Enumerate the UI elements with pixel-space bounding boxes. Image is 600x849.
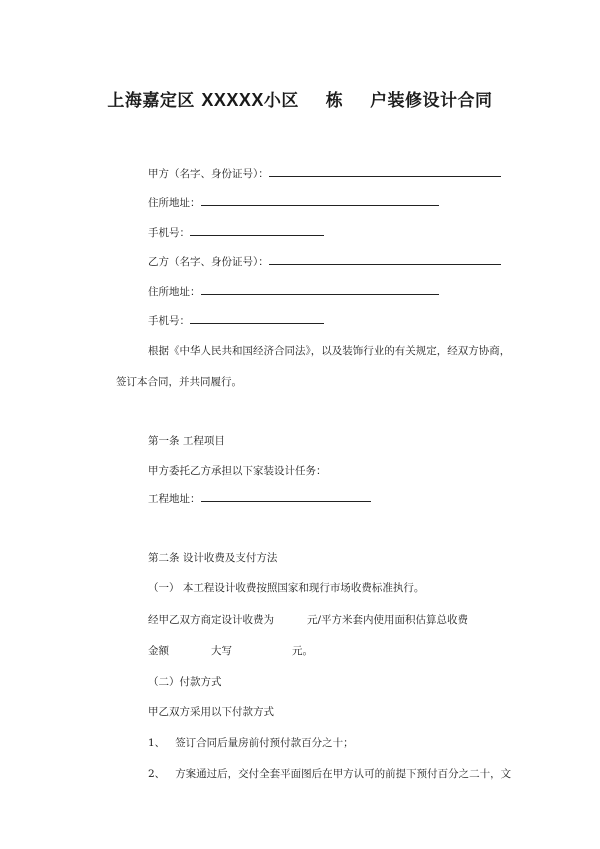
party-b-address-row bbox=[148, 284, 439, 299]
yuan-label: 元。 bbox=[292, 645, 313, 657]
party-b-address-label: 住所地址： bbox=[148, 286, 201, 298]
article2-clause2: （二）付款方式 bbox=[148, 676, 222, 688]
title-code: XXXXX bbox=[201, 90, 264, 110]
party-a-phone-blank[interactable] bbox=[190, 225, 324, 236]
party-b-phone-blank[interactable] bbox=[190, 313, 324, 324]
party-a-phone-row bbox=[148, 225, 324, 240]
party-b-name-blank[interactable] bbox=[269, 254, 501, 265]
party-a-address-label: 住所地址： bbox=[148, 197, 201, 209]
preamble-line-1: 根据《中华人民共和国经济合同法》，以及装饰行业的有关规定，经双方协商， bbox=[148, 345, 511, 357]
payment-item-2-text: 方案通过后，交付全套平面图后在甲方认可的前提下预付百分之二十，文 bbox=[175, 768, 512, 780]
party-b-phone-row bbox=[148, 313, 324, 328]
fee-line bbox=[148, 612, 468, 627]
party-a-name-blank[interactable] bbox=[269, 166, 501, 177]
payment-item-1-num: 1、 bbox=[148, 737, 166, 749]
party-b-name-label: 乙方（名字、身份证号）： bbox=[148, 256, 269, 268]
party-b-name-row bbox=[148, 254, 501, 269]
party-a-name-label: 甲方（名字、身份证号）： bbox=[148, 168, 269, 180]
title-suffix: 户装修设计合同 bbox=[370, 91, 493, 111]
article2-clause1: （一） 本工程设计收费按照国家和现行市场收费标准执行。 bbox=[148, 582, 425, 594]
amount-label: 金额 bbox=[148, 645, 169, 657]
payment-item-2 bbox=[148, 766, 511, 781]
title-building: 栋 bbox=[325, 91, 344, 111]
party-b-phone-label: 手机号： bbox=[148, 315, 190, 327]
article1-address-label: 工程地址： bbox=[148, 493, 201, 505]
party-a-address-blank[interactable] bbox=[201, 195, 439, 206]
fee-line-a: 经甲乙双方商定设计收费为 bbox=[148, 614, 274, 626]
fee-line-b: 元/平方米套内使用面积估算总收费 bbox=[307, 614, 469, 626]
article1-address-row bbox=[148, 491, 371, 506]
project-address-blank[interactable] bbox=[201, 491, 371, 502]
uppercase-label: 大写 bbox=[211, 645, 232, 657]
payment-item-1-text: 签订合同后量房前付预付款百分之十； bbox=[175, 737, 354, 749]
preamble-line-2: 签订本合同，并共同履行。 bbox=[116, 376, 242, 388]
payment-item-1 bbox=[148, 735, 354, 750]
article2-heading: 第二条 设计收费及支付方法 bbox=[148, 552, 278, 564]
party-b-address-blank[interactable] bbox=[201, 284, 439, 295]
article1-task: 甲方委托乙方承担以下家装设计任务： bbox=[148, 465, 327, 477]
title-prefix: 上海嘉定区 bbox=[107, 91, 195, 111]
party-a-phone-label: 手机号： bbox=[148, 227, 190, 239]
payment-intro: 甲乙双方采用以下付款方式 bbox=[148, 706, 274, 718]
party-a-address-row bbox=[148, 195, 439, 210]
document-title bbox=[0, 86, 600, 111]
party-a-name-row bbox=[148, 166, 501, 181]
amount-line bbox=[148, 643, 313, 658]
payment-item-2-num: 2、 bbox=[148, 768, 166, 780]
title-middle: 小区 bbox=[263, 91, 299, 111]
article1-heading: 第一条 工程项目 bbox=[148, 435, 225, 447]
